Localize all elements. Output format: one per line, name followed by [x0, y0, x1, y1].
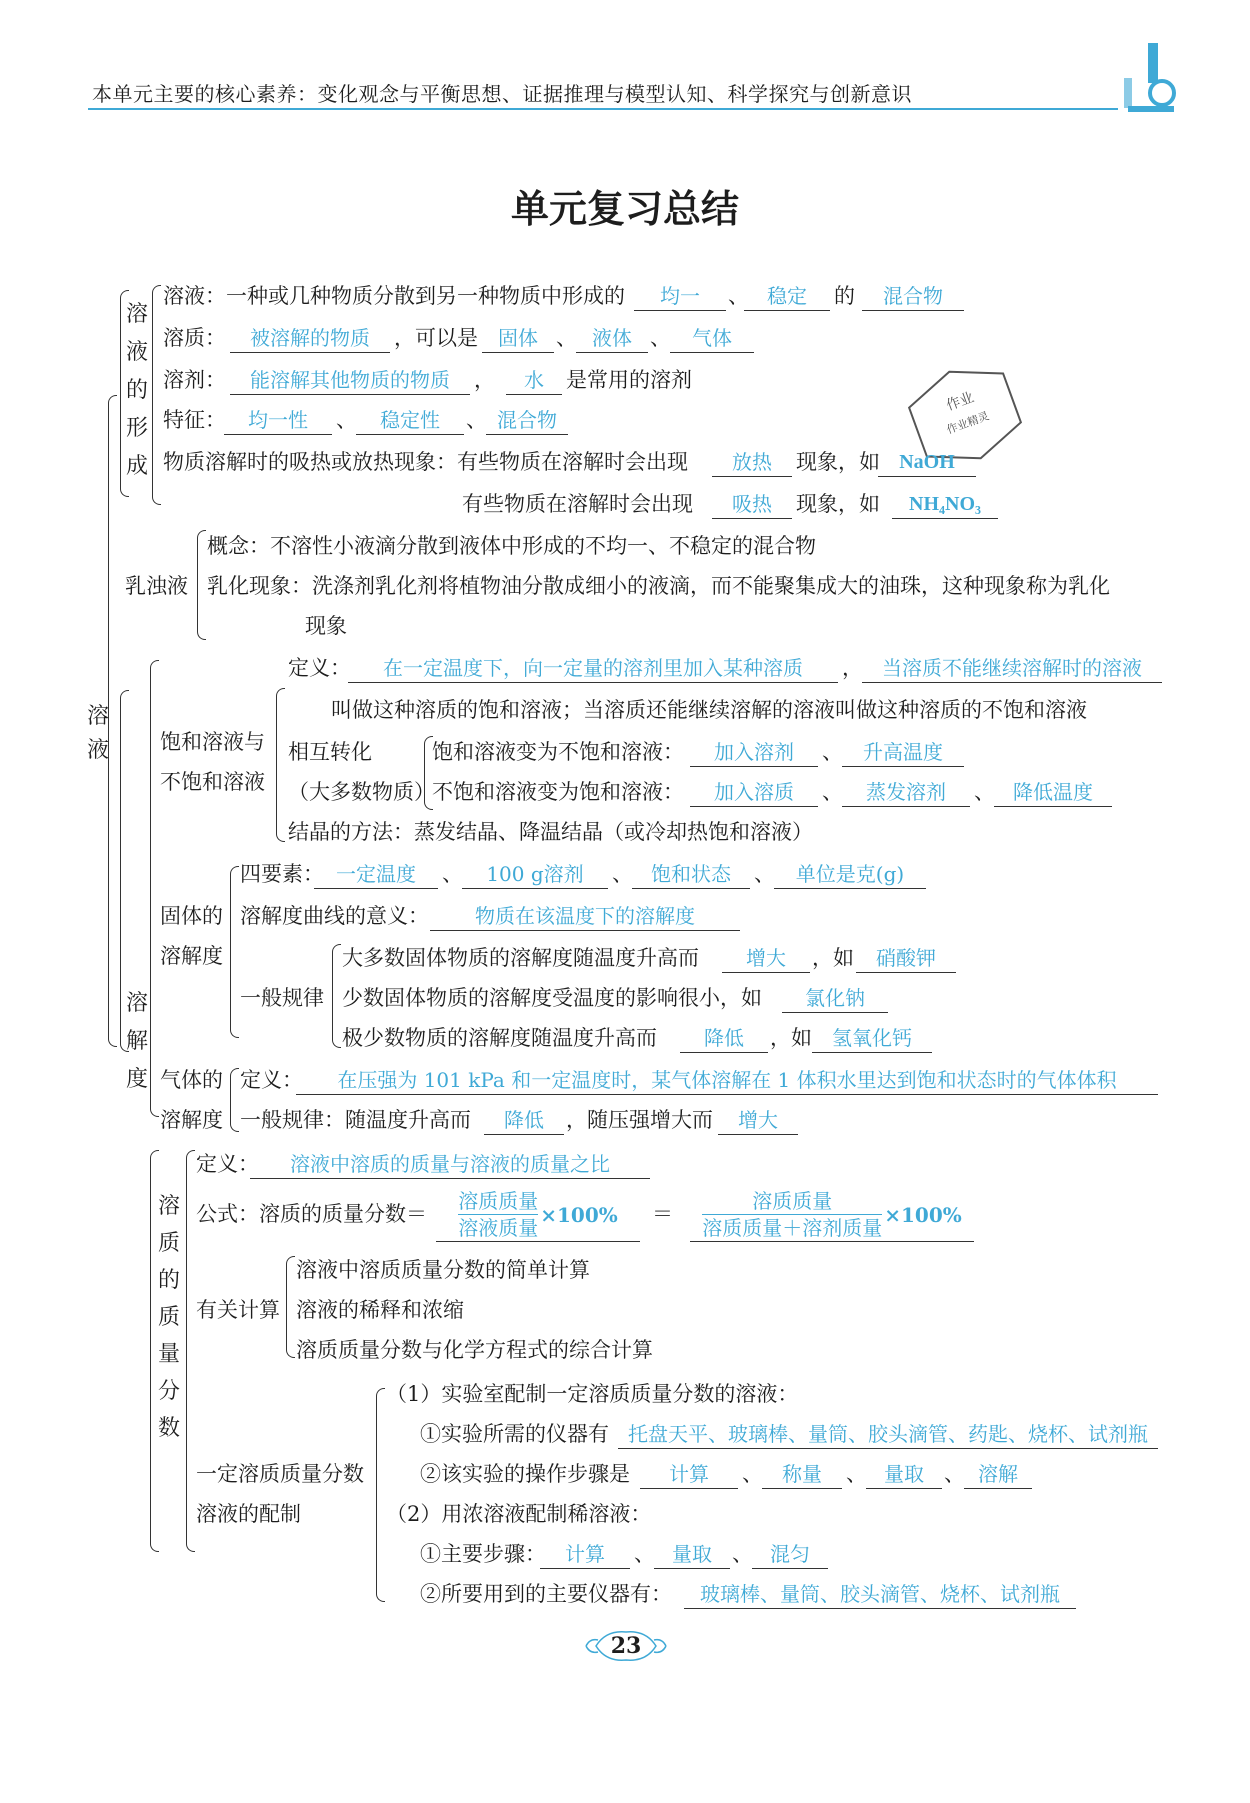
blank-dilute-instruments: 玻璃棒、量筒、胶头滴管、烧杯、试剂瓶 — [684, 1580, 1076, 1609]
blank-stability: 稳定性 — [356, 406, 464, 435]
blank-water: 水 — [506, 366, 562, 395]
heat-phenomenon-2: 有些物质在溶解时会出现 — [462, 492, 693, 516]
blank-saturated-def-2: 当溶质不能继续溶解时的溶液 — [862, 654, 1162, 683]
emulsion-label: 乳浊液 — [125, 574, 188, 598]
blank-add-solvent: 加入溶剂 — [690, 738, 818, 767]
solvent-label: 溶剂： — [163, 368, 226, 392]
features-label: 特征： — [163, 408, 226, 432]
blank-gas-increase: 增大 — [718, 1106, 798, 1135]
blank-gas-decrease: 降低 — [484, 1106, 564, 1135]
svg-text:作业精灵: 作业精灵 — [945, 409, 991, 437]
blank-stable: 稳定 — [744, 282, 830, 311]
root-label: 溶液 — [86, 704, 109, 763]
blank-saturated-def-1: 在一定温度下，向一定量的溶剂里加入某种溶质 — [348, 654, 838, 683]
page-title: 单元复习总结 — [510, 187, 739, 231]
prep-bracket — [376, 1388, 385, 1602]
mass-fraction-label: 溶 质 的 质 量 分 数 — [157, 1194, 180, 1441]
blank-four-1: 一定温度 — [314, 860, 438, 889]
solute-label: 溶质： — [163, 326, 226, 350]
blank-mixture-2: 混合物 — [486, 406, 568, 435]
solid-bracket — [230, 866, 239, 1038]
blank-uniform: 均一 — [634, 282, 726, 311]
blank-solvent-def: 能溶解其他物质的物质 — [230, 366, 470, 395]
blank-mixture: 混合物 — [862, 282, 964, 311]
blank-increase: 增大 — [722, 944, 810, 973]
emulsification: 乳化现象：洗涤剂乳化剂将植物油分散成细小的液滴，而不能聚集成大的油珠，这种现象称为乳化 — [207, 574, 1110, 598]
blank-nh4no3: NH₄NO₃ — [892, 490, 998, 519]
formation-bracket — [152, 285, 161, 505]
emulsion-bracket — [197, 530, 206, 640]
calc-item-2: 溶液的稀释和浓缩 — [296, 1298, 464, 1322]
blank-gas-def: 在压强为 101 kPa 和一定温度时，某气体溶解在 1 体积水里达到饱和状态时的气体体积 — [296, 1066, 1158, 1095]
emulsion-concept: 概念：不溶性小液滴分散到液体中形成的不均一、不稳定的混合物 — [207, 534, 816, 558]
blank-dilute-mix: 混匀 — [752, 1540, 828, 1569]
page-number: 23 — [610, 1633, 642, 1659]
header-text: 本单元主要的核心素养：变化观念与平衡思想、证据推理与模型认知、科学探究与创新意识 — [92, 82, 912, 106]
calc-bracket — [286, 1256, 295, 1358]
saturated-label-2: 不饱和溶液 — [160, 770, 265, 794]
blank-step-measure: 量取 — [866, 1460, 942, 1489]
svg-text:作业: 作业 — [944, 389, 977, 415]
formula-2: 溶质质量 溶质质量＋溶剂质量 ×100% — [690, 1188, 974, 1242]
blank-raise-temp: 升高温度 — [842, 738, 964, 767]
blank-nacl: 氯化钠 — [782, 984, 888, 1013]
header-rule — [88, 108, 1118, 110]
blank-evaporate: 蒸发溶剂 — [842, 778, 970, 807]
solid-rule-bracket — [332, 944, 341, 1048]
formation-label: 溶 液 的 形 成 — [125, 302, 148, 479]
crystallization: 结晶的方法：蒸发结晶、降温结晶（或冷却热饱和溶液） — [288, 820, 813, 844]
mass-fraction-bracket — [186, 1150, 195, 1552]
blank-gas: 气体 — [670, 324, 754, 353]
blank-lower-temp: 降低温度 — [994, 778, 1112, 807]
root-bracket — [108, 395, 117, 1047]
saturated-bracket — [276, 688, 285, 842]
microscope-icon — [1120, 38, 1180, 122]
formula-1: 溶质质量 溶液质量 ×100% — [436, 1188, 640, 1242]
blank-step-weigh: 称量 — [762, 1460, 842, 1489]
saturated-label-1: 饱和溶液与 — [160, 730, 265, 754]
blank-instruments: 托盘天平、玻璃棒、量筒、胶头滴管、药匙、烧杯、试剂瓶 — [618, 1420, 1158, 1449]
blank-step-calc: 计算 — [640, 1460, 738, 1489]
solution-definition: 溶液：一种或几种物质分散到另一种物质中形成的 — [163, 284, 625, 308]
blank-naoh: NaOH — [878, 448, 976, 477]
blank-four-4: 单位是克(g) — [774, 860, 926, 889]
calc-item-3: 溶质质量分数与化学方程式的综合计算 — [296, 1338, 653, 1362]
calc-item-1: 溶液中溶质质量分数的简单计算 — [296, 1258, 590, 1282]
blank-liquid: 液体 — [576, 324, 648, 353]
blank-four-2: 100 g溶剂 — [462, 860, 608, 889]
solubility-label: 溶 解 度 — [125, 991, 148, 1092]
blank-homogeneity: 均一性 — [224, 406, 332, 435]
blank-solute-def: 被溶解的物质 — [230, 324, 390, 353]
blank-curve-meaning: 物质在该温度下的溶解度 — [430, 902, 740, 931]
saturated-def-cont: 叫做这种溶质的饱和溶液；当溶质还能继续溶解的溶液叫做这种溶质的不饱和溶液 — [331, 698, 1087, 722]
blank-exothermic: 放热 — [712, 448, 792, 477]
heat-phenomenon: 物质溶解时的吸热或放热现象：有些物质在溶解时会出现 — [163, 450, 688, 474]
solubility-bracket — [150, 660, 159, 1117]
gas-bracket — [230, 1068, 239, 1132]
blank-step-dissolve: 溶解 — [964, 1460, 1032, 1489]
blank-solid: 固体 — [482, 324, 554, 353]
blank-dilute-calc: 计算 — [540, 1540, 630, 1569]
blank-mf-def: 溶液中溶质的质量与溶液的质量之比 — [250, 1150, 650, 1179]
blank-endothermic: 吸热 — [712, 490, 792, 519]
blank-decrease: 降低 — [680, 1024, 768, 1053]
blank-kno3: 硝酸钾 — [856, 944, 956, 973]
blank-add-solute: 加入溶质 — [690, 778, 818, 807]
blank-caoh2: 氢氧化钙 — [812, 1024, 932, 1053]
blank-dilute-measure: 量取 — [654, 1540, 730, 1569]
blank-four-3: 饱和状态 — [632, 860, 750, 889]
